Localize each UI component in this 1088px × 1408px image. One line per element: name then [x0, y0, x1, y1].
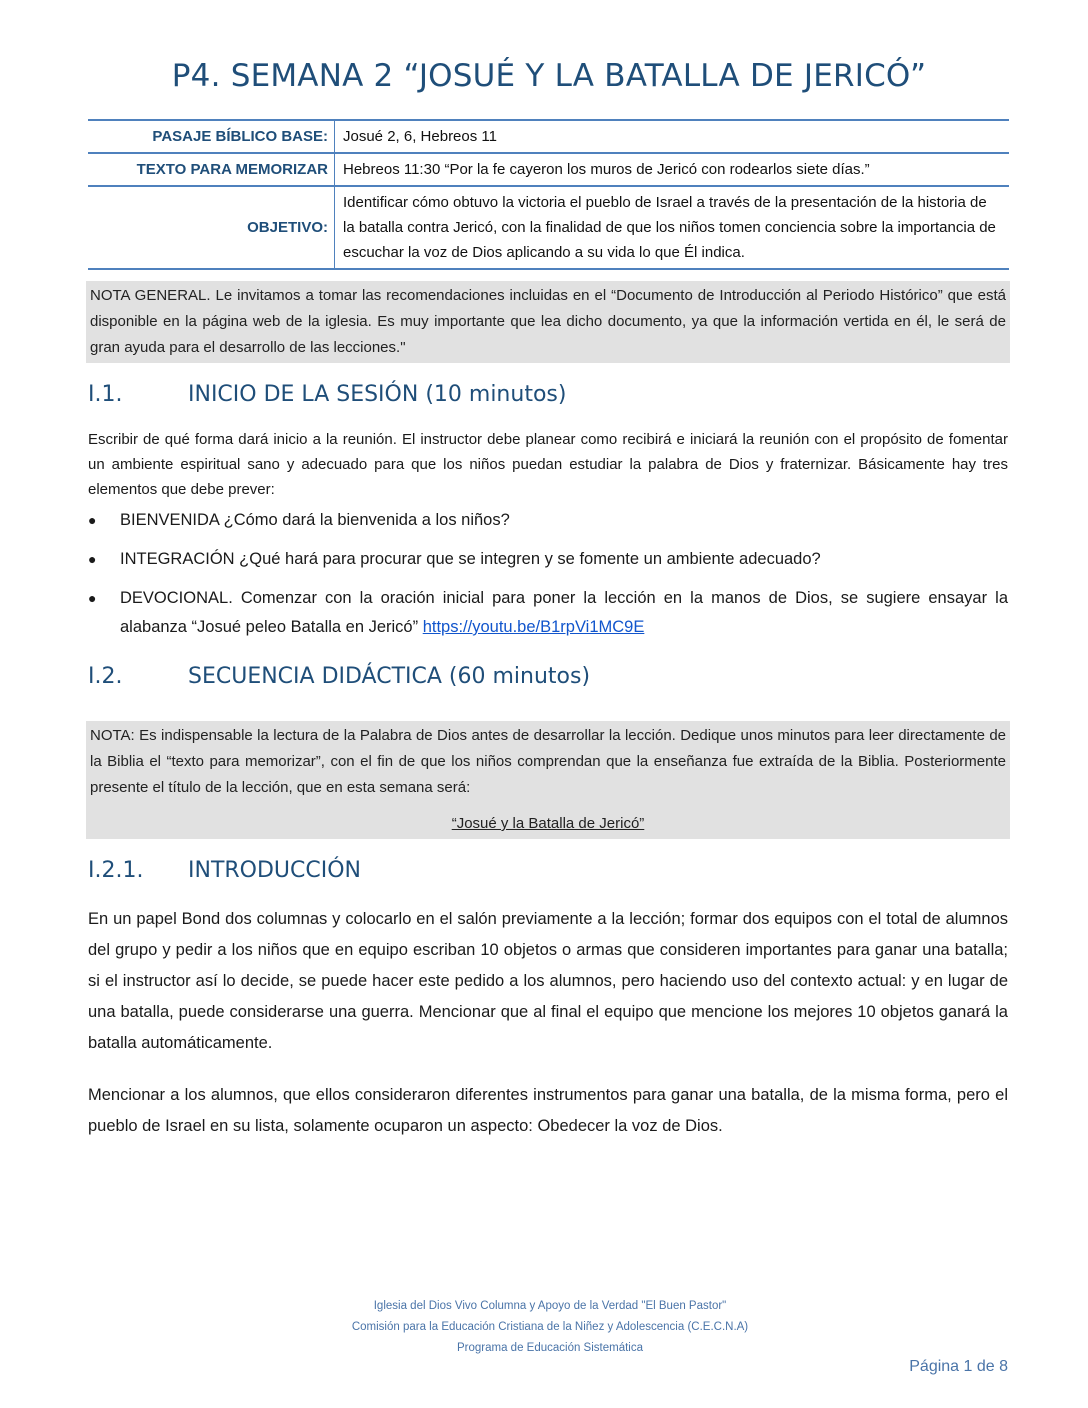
introduccion-paragraph-2: Mencionar a los alumnos, que ellos consideraron diferentes instrumentos para ganar una batalla, de la misma forma, pero el pueblo de Israel en su lista, solamente ocuparon un aspecto: Obedecer la voz de Dios. — [88, 1086, 1008, 1135]
objetivo-value: Identificar cómo obtuvo la victoria el pueblo de Israel a través de la presentación de la historia de la batalla contra Jericó, con la finalidad de que los niños tomen conciencia sobre la importancia de escuchar la voz de Dios aplicando a su vida lo que Él indica. — [335, 186, 1010, 269]
section-heading-introduccion — [88, 858, 361, 883]
lesson-title: “Josué y la Batalla de Jericó” — [451, 815, 645, 832]
bullet-item-devocional — [120, 584, 1008, 642]
nota-text: NOTA: Es indispensable la lectura de la Palabra de Dios antes de desarrollar la lección. Dedique unos minutos para leer directamente de la Biblia el “texto para memorizar”, con el fin de que los niños comprendan que la enseñanza fue extraída de la Biblia. Posteriormente presente el título de la lección, que en esta semana será: — [90, 727, 1006, 796]
info-row-texto — [88, 153, 1009, 186]
inicio-intro: Escribir de qué forma dará inicio a la reunión. El instructor debe planear como recibirá e iniciará la reunión con el propósito de fomentar un ambiente espiritual sano y adecuado para que los niños puedan estudiar la palabra de Dios y fraternizar. Básicamente hay tres elementos que debe prever: — [88, 431, 1008, 498]
section-number: I.1. — [88, 382, 123, 407]
page-number: Página 1 de 8 — [909, 1358, 1008, 1375]
section-number: I.2.1. — [88, 858, 144, 883]
section-heading-inicio — [88, 382, 566, 407]
lesson-info-table — [88, 119, 1009, 270]
section-title: SECUENCIA DIDÁCTICA (60 minutos) — [188, 664, 591, 689]
info-row-pasaje — [88, 120, 1009, 153]
bullet-icon: ● — [88, 551, 97, 567]
list-item — [88, 584, 1008, 642]
texto-value: Hebreos 11:30 “Por la fe cayeron los muros de Jericó con rodearlos siete días.” — [335, 153, 1010, 186]
nota-secuencia — [86, 721, 1010, 839]
list-item — [88, 506, 1008, 535]
page-title: P4. SEMANA 2 “JOSUÉ Y LA BATALLA DE JERICÓ” — [171, 58, 927, 94]
bullet-text: DEVOCIONAL. Comenzar con la oración inicial para poner la lección en la manos de Dios, se sugiere ensayar la alabanza “Josué peleo Batalla en Jericó” — [120, 589, 1008, 636]
footer — [200, 1296, 900, 1359]
section-title: INTRODUCCIÓN — [188, 858, 362, 883]
section-title: INICIO DE LA SESIÓN (10 minutos) — [188, 382, 567, 407]
pasaje-value: Josué 2, 6, Hebreos 11 — [335, 120, 1010, 153]
footer-line: Iglesia del Dios Vivo Columna y Apoyo de la Verdad "El Buen Pastor" — [373, 1300, 727, 1312]
footer-line: Comisión para la Educación Cristiana de la Niñez y Adolescencia (C.E.C.N.A) — [351, 1321, 749, 1333]
info-row-objetivo — [88, 186, 1009, 269]
bullet-text: INTEGRACIÓN ¿Qué hará para procurar que se integren y se fomente un ambiente adecuado? — [120, 550, 821, 568]
texto-label: TEXTO PARA MEMORIZAR — [88, 153, 335, 186]
section-number: I.2. — [88, 664, 123, 689]
bullet-icon: ● — [88, 590, 97, 606]
pasaje-label: PASAJE BÍBLICO BASE: — [88, 120, 335, 153]
introduccion-paragraph-1: En un papel Bond dos columnas y colocarlo en el salón previamente a la lección; formar dos equipos con el total de alumnos del grupo y pedir a los niños que en equipo escriban 10 objetos o armas que consideren importantes para ganar una batalla; si el instructor así lo decide, se puede hacer este pedido a los alumnos, pero haciendo uso del contexto actual: y en lugar de una batalla, puede considerarse una guerra. Mencionar que al final el equipo que mencione los mejores 10 objetos ganará la batalla automáticamente. — [88, 910, 1008, 1052]
youtube-link[interactable]: https://youtu.be/B1rpVi1MC9E — [422, 618, 645, 636]
footer-line: Programa de Educación Sistemática — [456, 1342, 643, 1354]
objetivo-label: OBJETIVO: — [88, 186, 335, 269]
bullet-text: BIENVENIDA ¿Cómo dará la bienvenida a los niños? — [120, 511, 510, 529]
section-heading-secuencia — [88, 664, 590, 689]
nota-general: NOTA GENERAL. Le invitamos a tomar las recomendaciones incluidas en el “Documento de Introducción al Periodo Histórico” que está disponible en la página web de la iglesia. Es muy importante que lea dicho documento, ya que la información vertida en él, le será de gran ayuda para el desarrollo de las lecciones." — [86, 281, 1010, 363]
bullet-icon: ● — [88, 512, 97, 528]
list-item — [88, 545, 1008, 574]
